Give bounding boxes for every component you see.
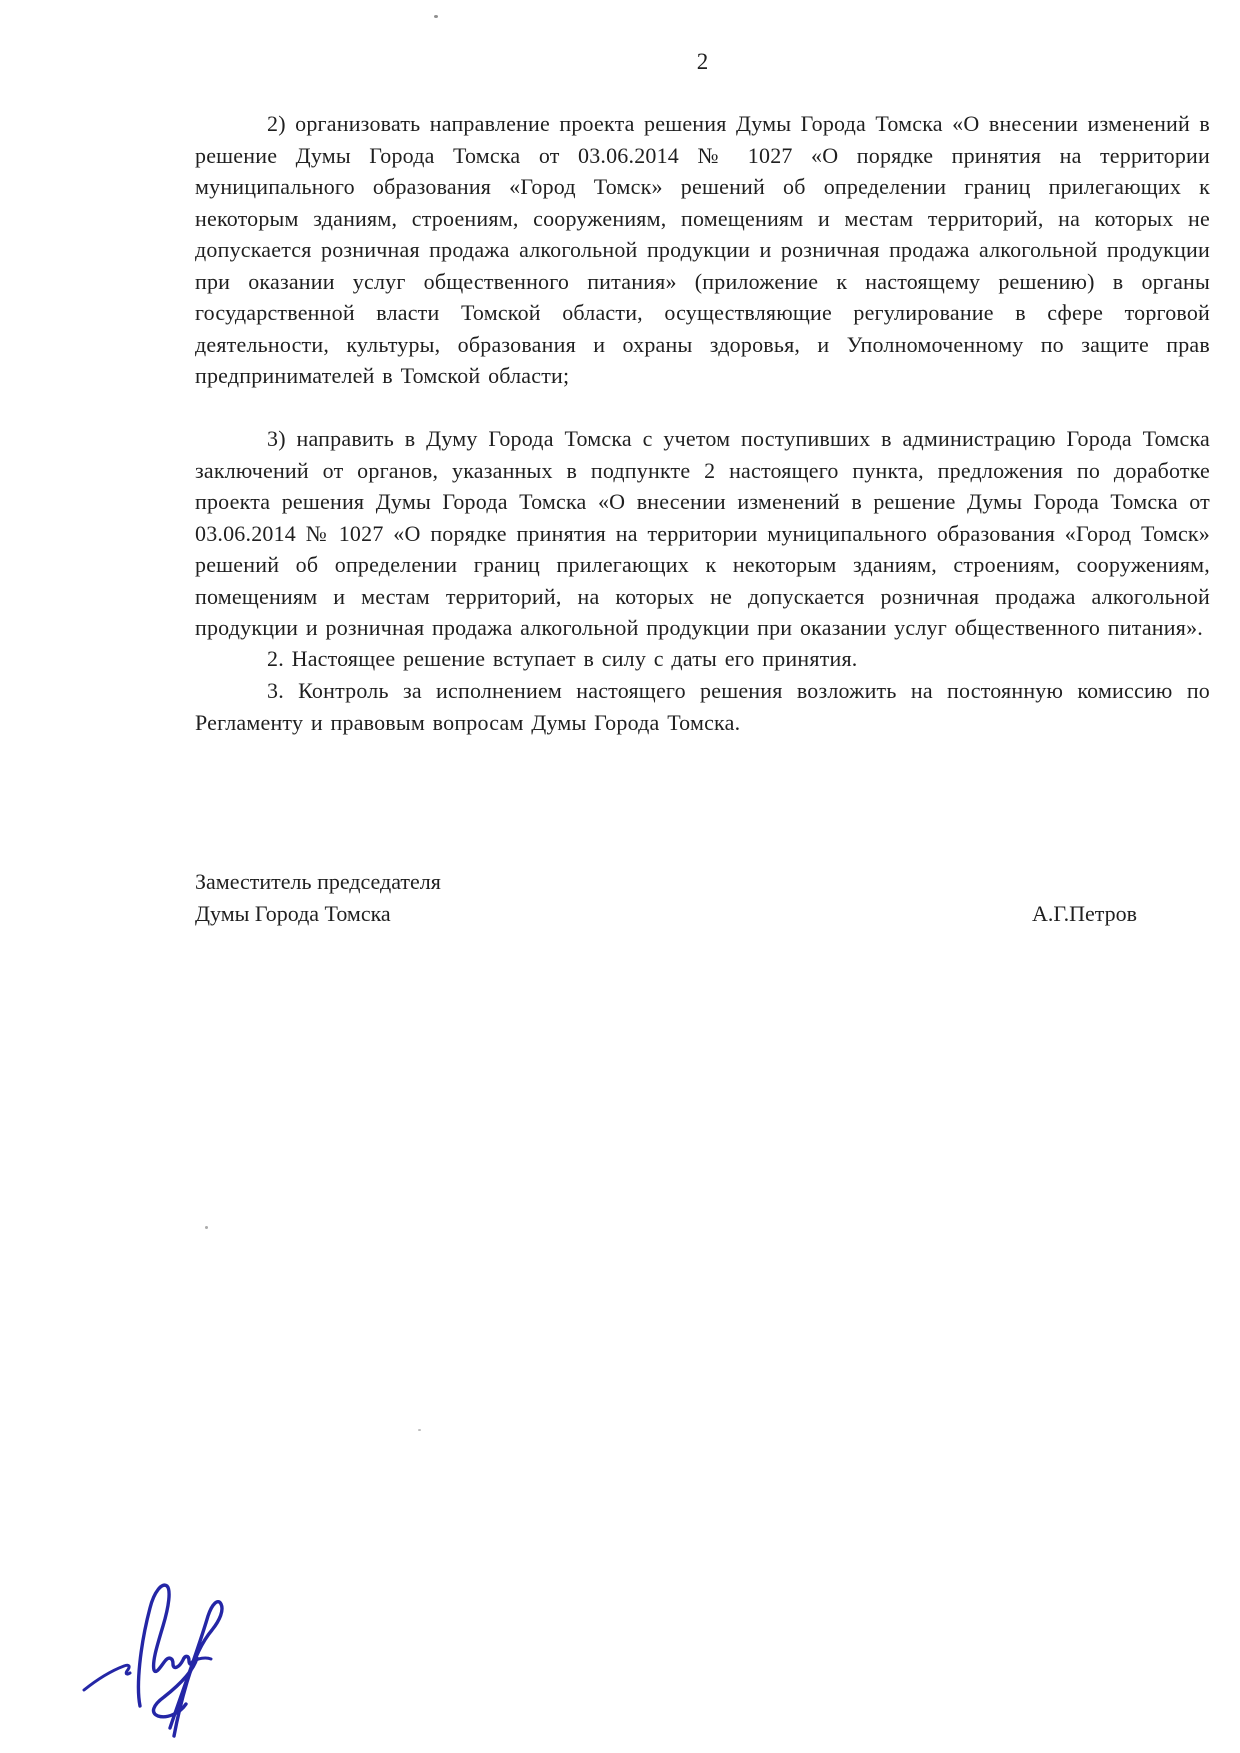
paragraph-clause-2: 2. Настоящее решение вступает в силу с даты его принятия. — [267, 646, 858, 671]
scan-speck — [205, 1226, 208, 1229]
scan-speck — [434, 15, 438, 18]
signature-block — [195, 866, 1210, 929]
page-number: 2 — [696, 49, 709, 74]
paragraph-clause-3: 3. Контроль за исполнением настоящего решения возложить на постоянную комиссию по Регламенту и правовым вопросам Думы Города Томска. — [195, 678, 1210, 735]
signer-name: А.Г.Петров — [1031, 900, 1137, 926]
scan-speck — [418, 1429, 421, 1431]
paragraph-subitem-2: 2) организовать направление проекта решения Думы Города Томска «О внесении изменений в решение Думы Города Томска от 03.06.2014 № 1027 «О порядке принятия на территории муниципального образования «Город Томск» решений об определении границ прилегающих к некоторым зданиям, строениям, сооружениям, помещениям и местам территорий, на которых не допускается розничная продажа алкогольной продукции и розничная продажа алкогольной продукции при оказании услуг общественного питания» (приложение к настоящему решению) в органы государственной власти Томской области, осуществляющие регулирование в сфере торговой деятельности, культуры, образования и охраны здоровья, и Уполномоченному по защите прав предпринимателей в Томской области; — [195, 111, 1210, 388]
signer-position-line2: Думы Города Томска — [195, 900, 391, 926]
signer-position — [195, 866, 441, 929]
paragraph-subitem-3: 3) направить в Думу Города Томска с учетом поступивших в администрацию Города Томска заключений от органов, указанных в подпункте 2 настоящего пункта, предложения по доработке проекта решения Думы Города Томска «О внесении изменений в решение Думы Города Томска от 03.06.2014 № 1027 «О порядке принятия на территории муниципального образования «Город Томск» решений об определении границ прилегающих к некоторым зданиям, строениям, сооружениям, помещениям и местам территорий, на которых не допускается розничная продажа алкогольной продукции и розничная продажа алкогольной продукции при оказании услуг общественного питания». — [195, 426, 1210, 640]
signer-position-line1: Заместитель председателя — [195, 869, 441, 894]
handwritten-signature-icon — [50, 1558, 240, 1753]
